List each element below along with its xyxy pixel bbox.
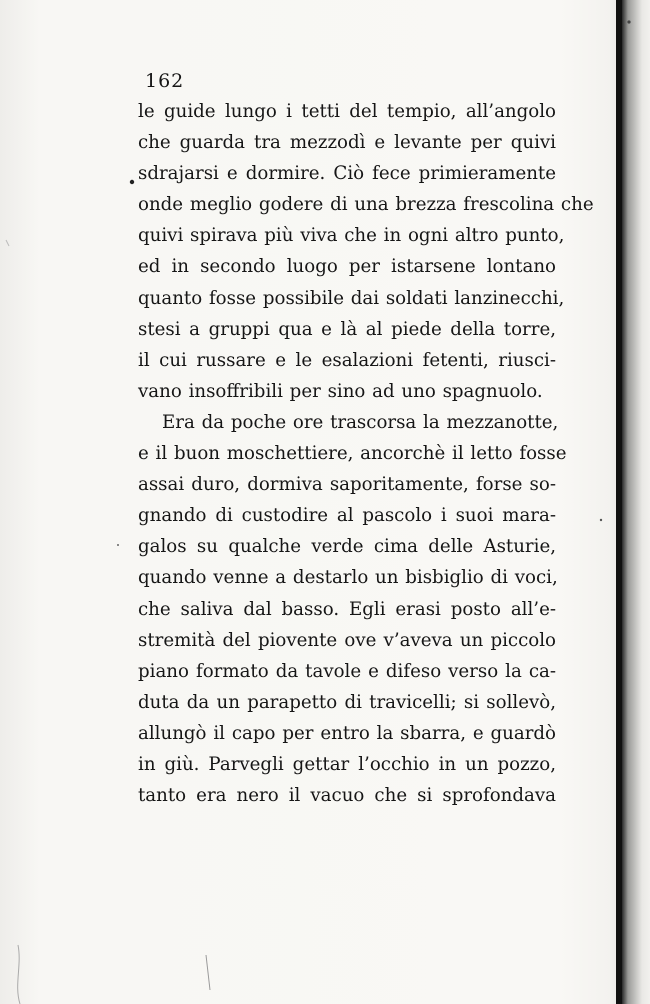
paper-fiber: [206, 955, 210, 990]
text-line: assai duro, dormiva saporitamente, forse so-: [138, 474, 556, 496]
text-line: galos su qualche verde cima delle Asturie,: [138, 536, 556, 558]
text-line: sdrajarsi e dormire. Ciò fece primieramente: [138, 163, 556, 185]
paragraph-start-line: Era da poche ore trascorsa la mezzanotte,: [162, 411, 559, 433]
text-line: quanto fosse possibile dai soldati lanzinecchi,: [138, 287, 565, 309]
text-line: ed in secondo luogo per istarsene lontano: [138, 256, 556, 278]
text-line: che guarda tra mezzodì e levante per quivi: [138, 132, 556, 154]
text-line: le guide lungo i tetti del tempio, all’angolo: [138, 101, 556, 122]
ink-speck: [130, 180, 134, 184]
text-line: tanto era nero il vacuo che si sprofondava: [138, 785, 556, 807]
text-line: stremità del piovente ove v’aveva un piccolo: [138, 629, 556, 651]
text-line: gnando di custodire al pascolo i suoi mara-: [138, 505, 556, 527]
text-line: quivi spirava più viva che in ogni altro punto,: [138, 225, 565, 247]
page-number: 162: [145, 70, 185, 92]
text-line: onde meglio godere di una brezza frescolina che: [138, 194, 594, 216]
body-text: [138, 96, 594, 811]
text-line: in giù. Parvegli gettar l’occhio in un pozzo,: [138, 753, 556, 775]
text-line: quando venne a destarlo un bisbiglio di voci,: [138, 567, 558, 589]
paper-fiber: [6, 240, 9, 246]
text-line: piano formato da tavole e difeso verso la ca-: [138, 660, 556, 682]
text-line: stesi a gruppi qua e là al piede della torre,: [138, 318, 556, 340]
ink-speck: [600, 519, 602, 521]
text-line: allungò il capo per entro la sbarra, e guardò: [138, 722, 556, 744]
paper-fiber: [18, 945, 20, 1004]
ink-speck: [117, 544, 119, 546]
text-line: che saliva dal basso. Egli erasi posto all’e-: [138, 598, 556, 620]
page-binding-shadow: [622, 0, 650, 1004]
text-line: duta da un parapetto di travicelli; si sollevò,: [138, 691, 556, 713]
text-line: vano insoffribili per sino ad uno spagnuolo.: [138, 380, 543, 402]
text-line: e il buon moschettiere, ancorchè il letto fosse: [138, 443, 567, 465]
text-line: il cui russare e le esalazioni fetenti, riusci-: [138, 349, 556, 371]
